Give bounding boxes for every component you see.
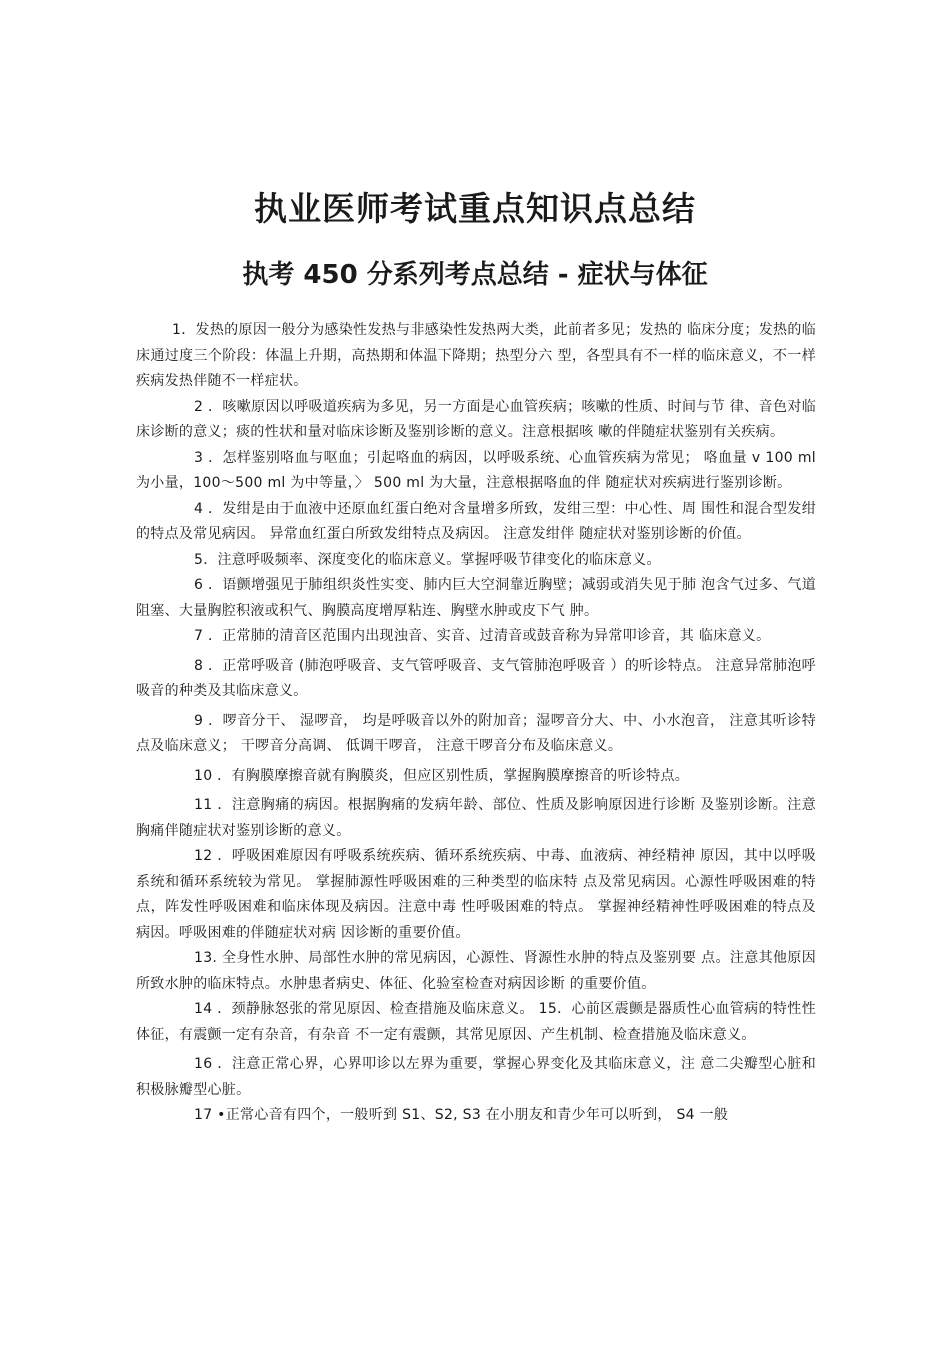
list-item: 3 ．怎样鉴别咯血与呕血；引起咯血的病因，以呼吸系统、心血管疾病为常见； 咯血量 v 100 ml 为小量，100〜500 ml 为中等量，〉 500 ml 为大量，注意根据咯血的伴 随症状对疾病进行鉴别诊断。 — [136, 449, 816, 491]
list-item: 6 ．语颤增强见于肺组织炎性实变、肺内巨大空洞靠近胸壁；减弱或消失见于肺 泡含气过多、气道阻塞、大量胸腔积液或积气、胸膜高度增厚粘连、胸壁水肿或皮下气 肿。 — [136, 577, 816, 619]
list-item: 4 ．发绀是由于血液中还原血红蛋白绝对含量增多所致，发绀三型：中心性、周 围性和混合型发绀的特点及常见病因。 异常血红蛋白所致发绀特点及病因。 注意发绀伴 随症状对鉴别诊断的价值。 — [136, 500, 816, 542]
list-item: 2 ．咳嗽原因以呼吸道疾病为多见，另一方面是心血管疾病；咳嗽的性质、时间与节 律、音色对临床诊断的意义；痰的性状和量对临床诊断及鉴别诊断的意义。注意根据咳 嗽的伴随症状鉴别有关疾病。 — [136, 398, 816, 440]
list-item: 10 ．有胸膜摩擦音就有胸膜炎，但应区别性质，掌握胸膜摩擦音的听诊特点。 — [194, 767, 690, 784]
document-body — [136, 318, 816, 1129]
list-item: 16 ．注意正常心界，心界叩诊以左界为重要，掌握心界变化及其临床意义，注 意二尖瓣型心脏和积极脉瓣型心脏。 — [136, 1056, 816, 1098]
list-item: 1．发热的原因一般分为感染性发热与非感染性发热两大类，此前者多见；发热的 临床分度；发热的临床通过度三个阶段：体温上升期，高热期和体温下降期；热型分六 型，各型具有不一样的临床意义，不一样疾病发热伴随不一样症状。 — [136, 322, 816, 389]
list-item: 7 ．正常肺的清音区范围内出现浊音、实音、过清音或鼓音称为异常叩诊音，其 临床意义。 — [194, 628, 771, 644]
page-subtitle: 执考 450 分系列考点总结 - 症状与体征 — [242, 260, 708, 290]
list-item: 14 ．颈静脉怒张的常见原因、检查措施及临床意义。 15．心前区震颤是器质性心血管病的特性性体征，有震颤一定有杂音，有杂音 不一定有震颤，其常见原因、产生机制、检查措施及临床意义。 — [136, 1001, 816, 1043]
list-item: 8 ．正常呼吸音 (肺泡呼吸音、支气管呼吸音、支气管肺泡呼吸音 ）的听诊特点。 注意异常肺泡呼吸音的种类及其临床意义。 — [136, 657, 816, 699]
list-item: 13. 全身性水肿、局部性水肿的常见病因，心源性、肾源性水肿的特点及鉴别要 点。注意其他原因所致水肿的临床特点。水肿患者病史、体征、化验室检查对病因诊断 的重要价值。 — [136, 950, 816, 992]
list-item: 12 ．呼吸困难原因有呼吸系统疾病、循环系统疾病、中毒、血液病、神经精神 原因，其中以呼吸系统和循环系统较为常见。 掌握肺源性呼吸困难的三种类型的临床特 点及常见病因。心源性呼吸困难的特点，阵发性呼吸困难和临床体现及病因。注意中毒 性呼吸困难的特点。 掌握神经精神性呼吸困难的特点及病因。呼吸困难的伴随症状对病 因诊断的重要价值。 — [136, 848, 816, 941]
list-item: 5．注意呼吸频率、深度变化的临床意义。掌握呼吸节律变化的临床意义。 — [194, 551, 661, 568]
list-item: 9 ．啰音分干、 湿啰音， 均是呼吸音以外的附加音；湿啰音分大、中、小水泡音， 注意其听诊特点及临床意义； 干啰音分高调、 低调干啰音， 注意干啰音分布及临床意义。 — [136, 712, 816, 754]
page-title: 执业医师考试重点知识点总结 — [254, 189, 696, 228]
list-item: 17 •正常心音有四个，一般听到 S1、S2, S3 在小朋友和青少年可以听到， S4 一般 — [194, 1107, 729, 1123]
list-item: 11 ．注意胸痛的病因。根据胸痛的发病年龄、部位、性质及影响原因进行诊断 及鉴别诊断。注意胸痛伴随症状对鉴别诊断的意义。 — [136, 797, 816, 839]
